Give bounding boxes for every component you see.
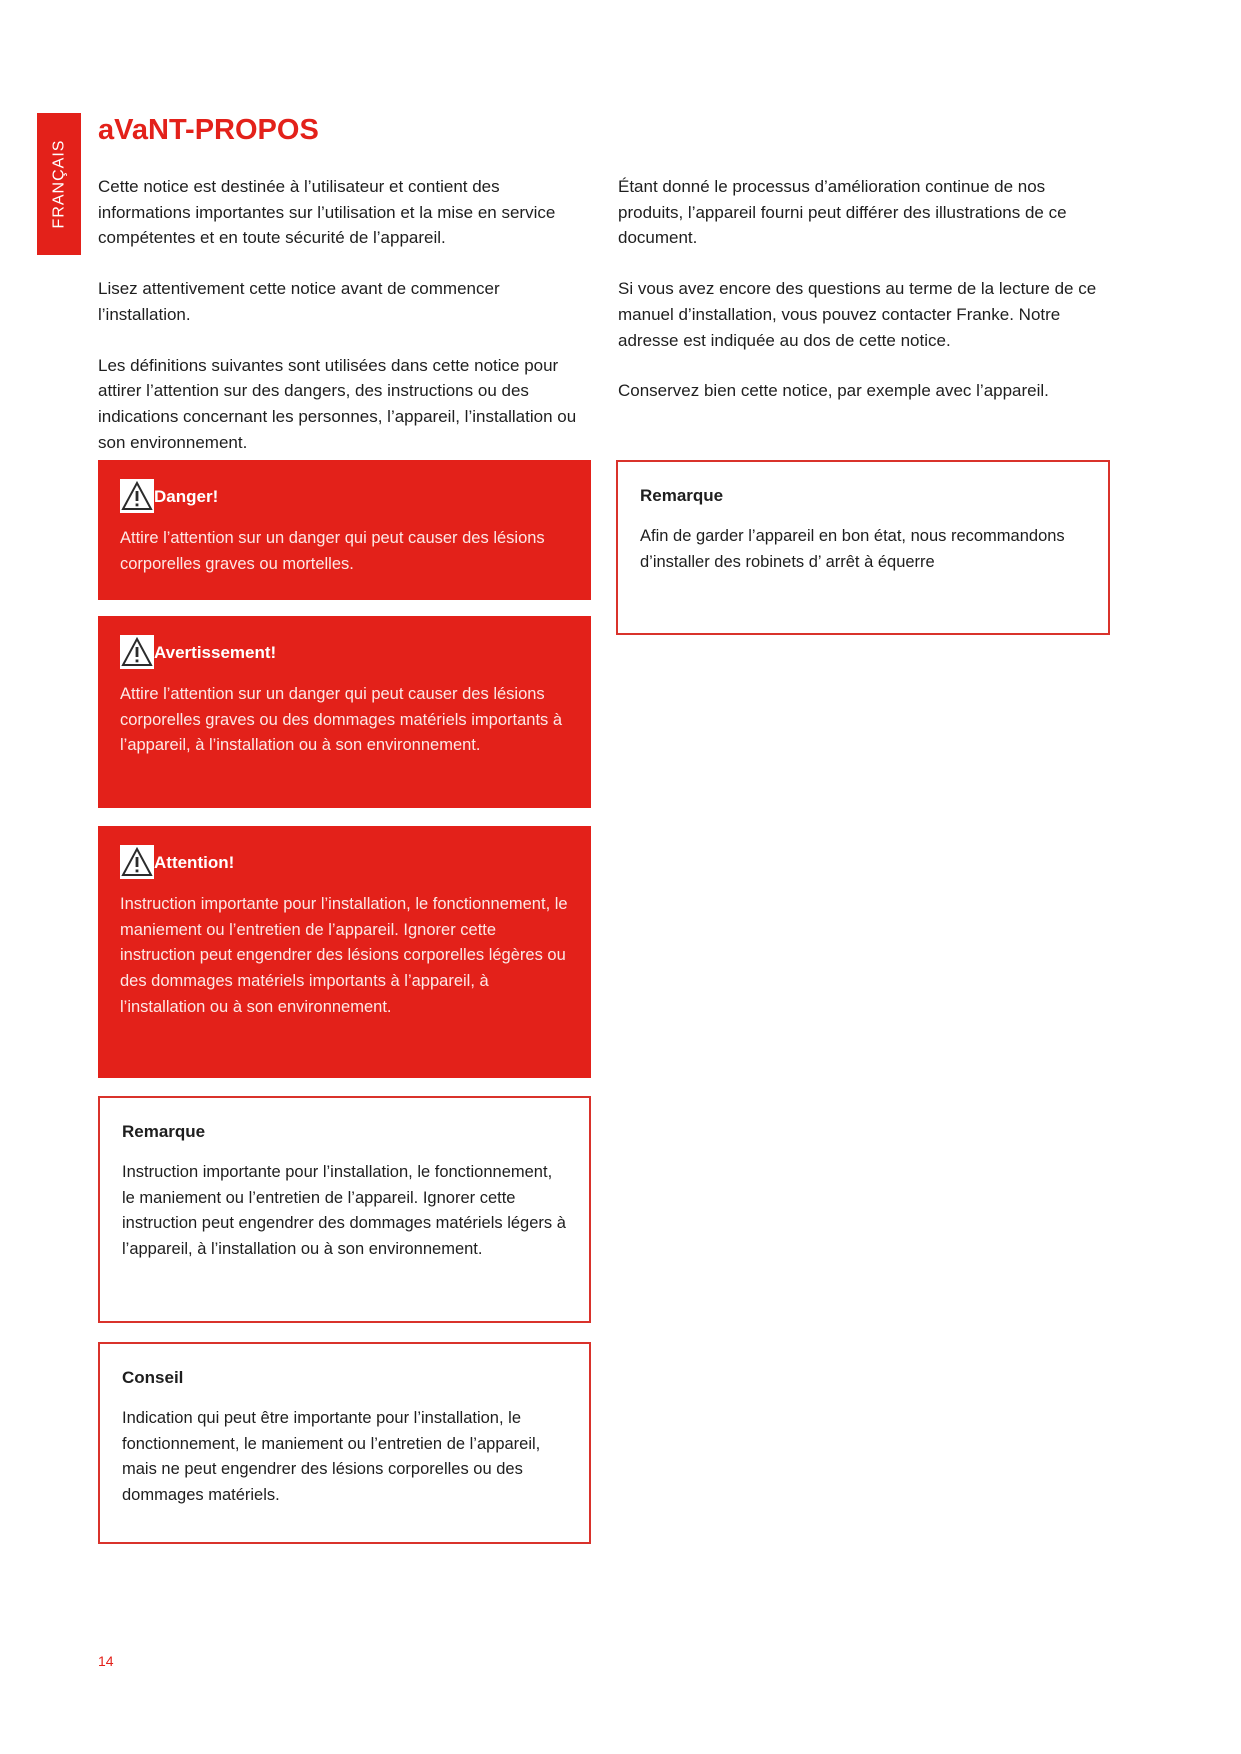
- remark-notice-right: [616, 460, 1110, 635]
- intro-paragraph: Conservez bien cette notice, par exemple avec l’appareil.: [618, 381, 1049, 401]
- page-title: aVaNT-PROPOS: [98, 114, 319, 146]
- caution-notice-header: [120, 844, 569, 880]
- caution-notice-title: Attention!: [154, 852, 235, 872]
- danger-notice: [98, 460, 591, 600]
- warning-triangle-icon: [120, 845, 154, 879]
- intro-paragraph: Étant donné le processus d’amélioration continue de nos produits, l’appareil fourni peut différer des illustrations de ce document.: [618, 177, 1067, 248]
- left-column: [98, 174, 594, 480]
- warning-notice-header: [120, 634, 569, 670]
- warning-notice: [98, 616, 591, 808]
- remark-notice-right-title: Remarque: [640, 485, 724, 505]
- tip-notice-header: [122, 1362, 567, 1392]
- page-number: 14: [98, 1653, 114, 1669]
- warning-triangle-icon: [120, 635, 154, 669]
- danger-notice-text: Attire l’attention sur un danger qui peut causer des lésions corporelles graves ou mortelles.: [120, 529, 545, 573]
- remark-notice-title: Remarque: [122, 1121, 206, 1141]
- warning-triangle-icon: [120, 479, 154, 513]
- remark-notice: [98, 1096, 591, 1323]
- tip-notice-title: Conseil: [122, 1367, 184, 1387]
- language-tab: [37, 113, 81, 255]
- warning-notice-title: Avertissement!: [154, 642, 277, 662]
- danger-notice-title: Danger!: [154, 486, 219, 506]
- remark-notice-header: [122, 1116, 567, 1146]
- tip-notice: [98, 1342, 591, 1544]
- intro-paragraph: Si vous avez encore des questions au terme de la lecture de ce manuel d’installation, vous pouvez contacter Franke. Notre adresse est indiquée au dos de cette notice.: [618, 279, 1097, 350]
- tip-notice-text: Indication qui peut être importante pour l’installation, le fonctionnement, le maniement ou l’entretien de l’appareil, mais ne peut engendrer des lésions corporelles ou des dommages matériels.: [122, 1409, 541, 1505]
- intro-paragraph: Les définitions suivantes sont utilisées dans cette notice pour attirer l’attention sur des dangers, des instructions ou des indications concernant les personnes, l’appareil, l’installation ou son environnement.: [98, 355, 577, 452]
- language-tab-label: FRANÇAIS: [50, 139, 67, 229]
- warning-notice-text: Attire l’attention sur un danger qui peut causer des lésions corporelles graves ou des dommages matériels importants à l’appareil, à l’installation ou à son environnement.: [120, 685, 563, 755]
- remark-notice-right-text: Afin de garder l’appareil en bon état, nous recommandons d’installer des robinets d’ arrêt à équerre: [640, 527, 1065, 571]
- caution-notice: [98, 826, 591, 1078]
- remark-notice-text: Instruction importante pour l’installation, le fonctionnement, le maniement ou l’entretien de l’appareil. Ignorer cette instruction peut engendrer des dommages matériels légers à l’appareil, à l’installation ou à son environnement.: [122, 1163, 566, 1259]
- intro-paragraph: Lisez attentivement cette notice avant de commencer l’installation.: [98, 279, 500, 324]
- remark-notice-right-header: [640, 480, 1086, 510]
- danger-notice-header: [120, 478, 569, 514]
- caution-notice-text: Instruction importante pour l’installation, le fonctionnement, le maniement ou l’entretien de l’appareil. Ignorer cette instruction peut engendrer des lésions corporelles légères ou des dommages matériels importants à l’appareil, à l’installation ou à son environnement.: [120, 895, 568, 1016]
- right-column: [618, 174, 1114, 429]
- intro-paragraph: Cette notice est destinée à l’utilisateur et contient des informations importantes sur l’utilisation et la mise en service compétentes et en toute sécurité de l’appareil.: [98, 177, 556, 248]
